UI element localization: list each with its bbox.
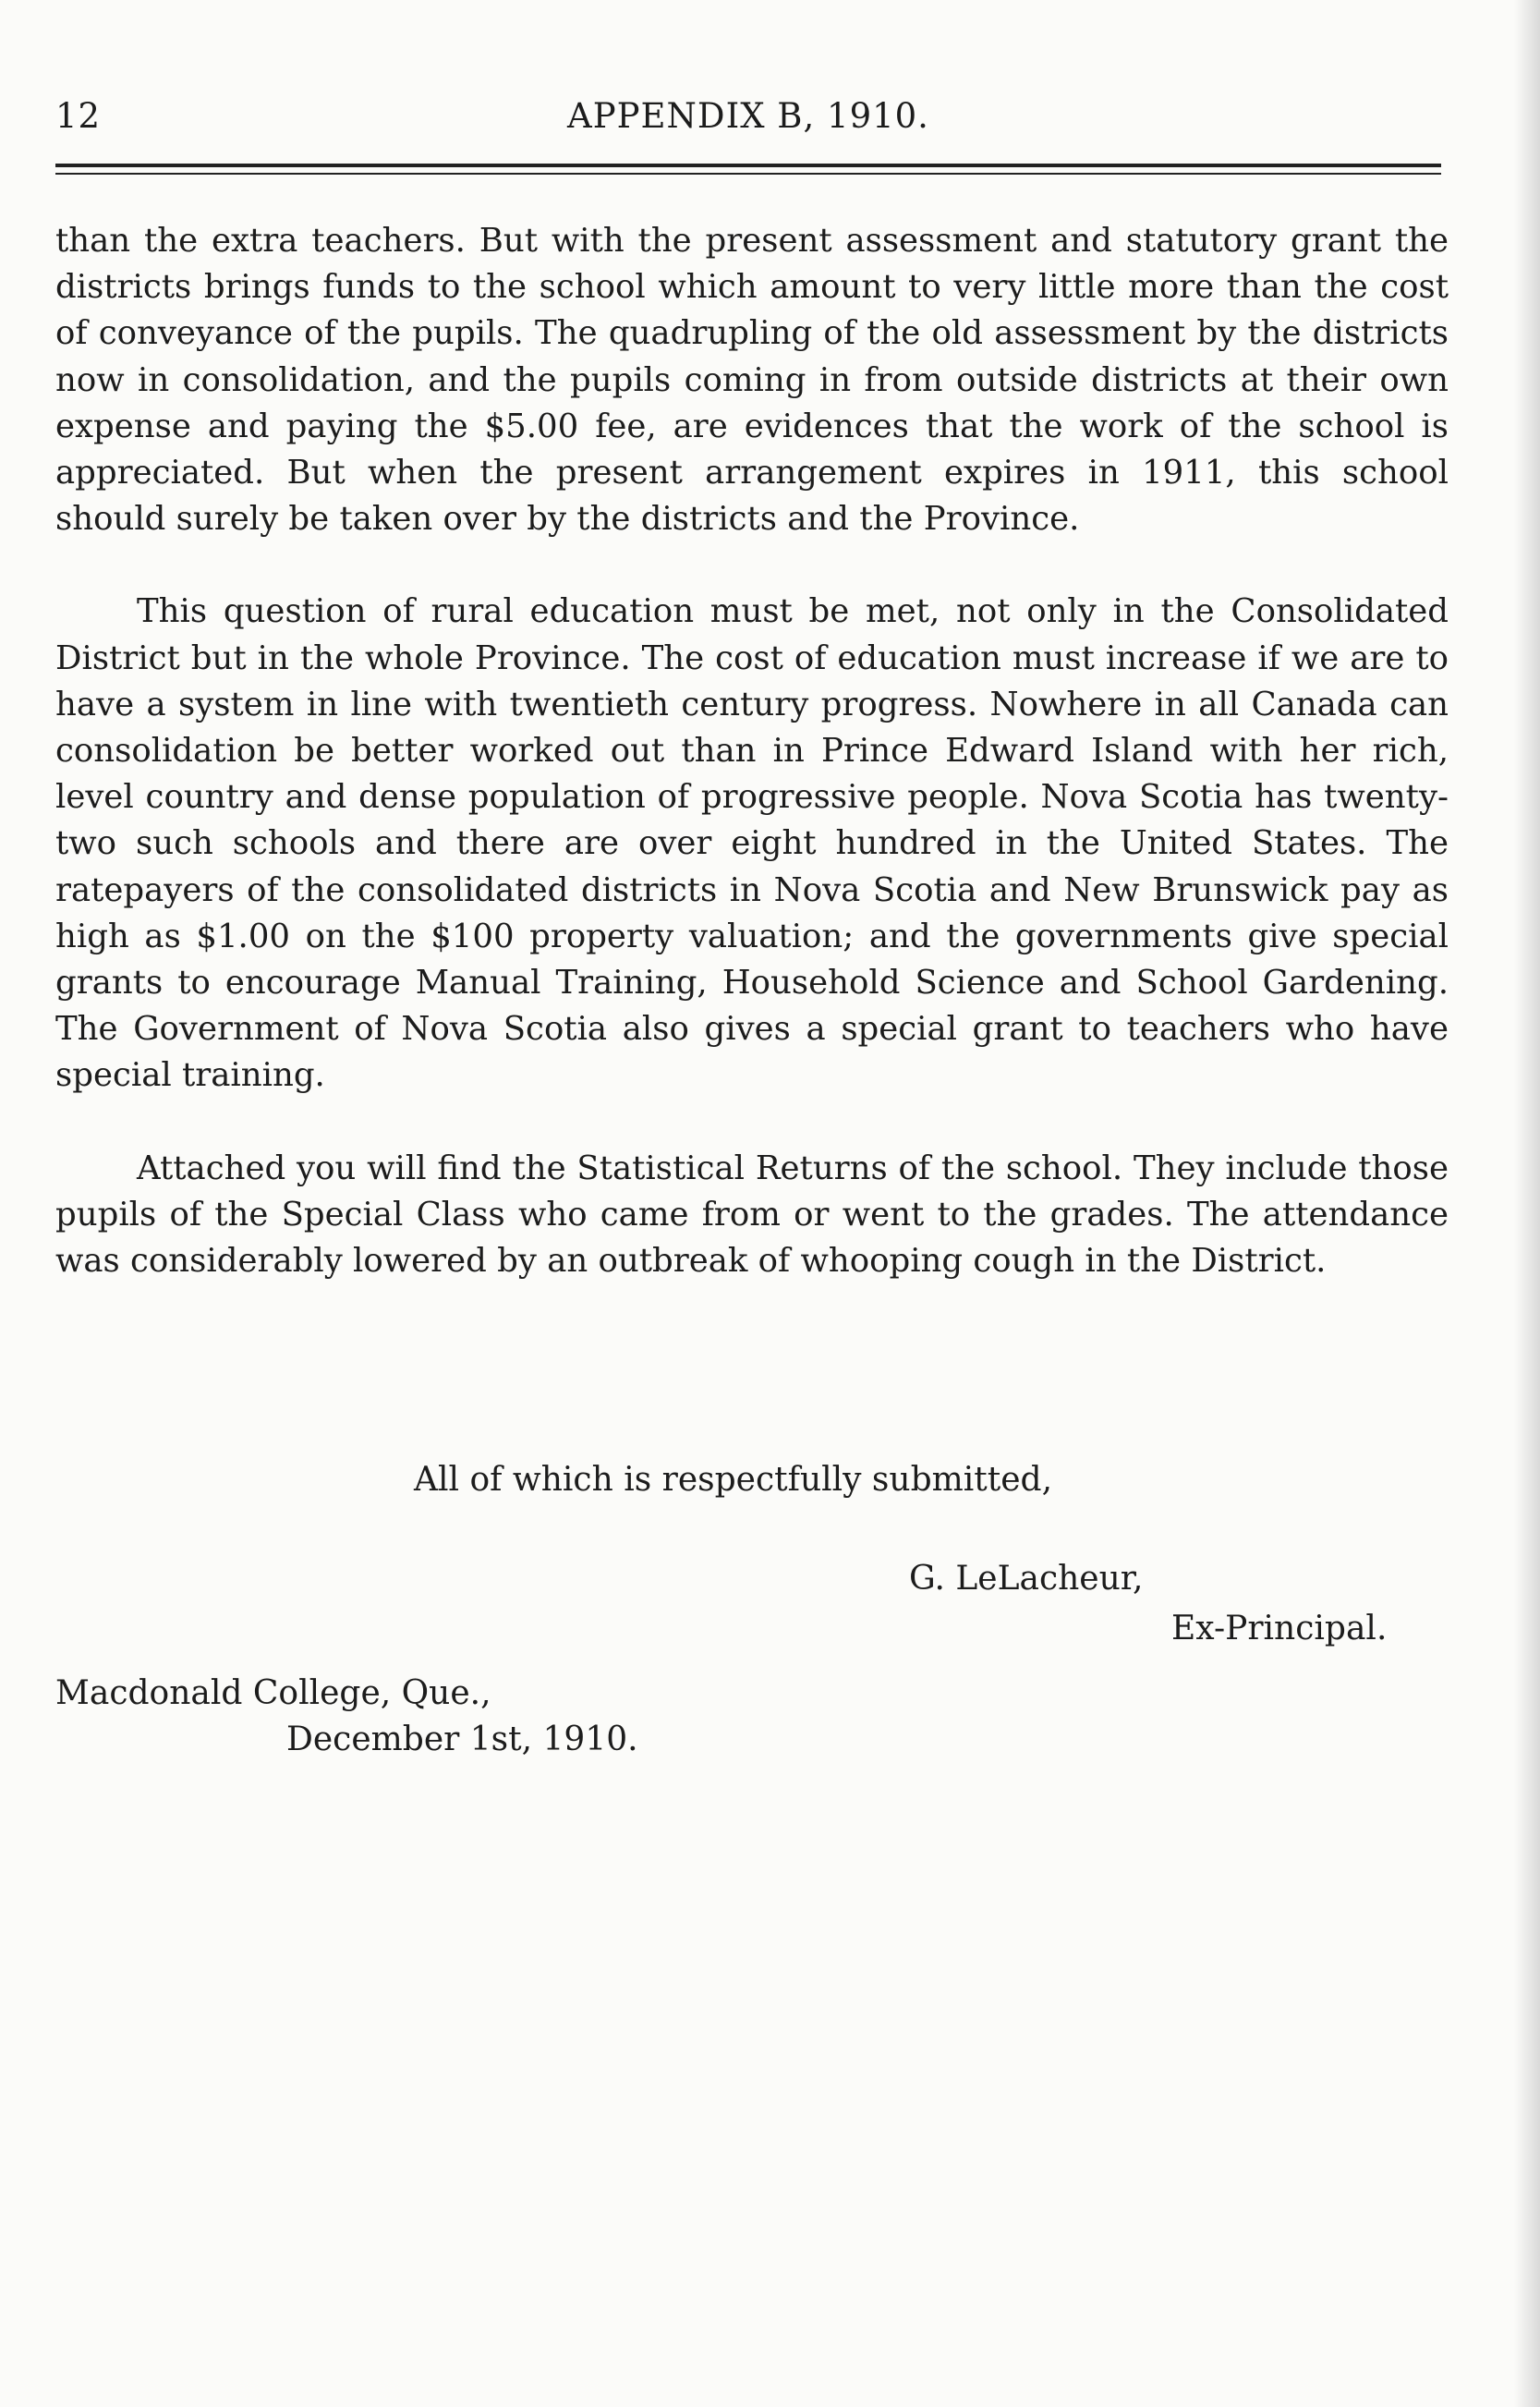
page-header xyxy=(55,92,1441,148)
header-rule-thick xyxy=(55,164,1441,167)
page-edge-shadow xyxy=(1514,0,1540,2407)
paragraph-2: This question of rural education must be met, not only in the Consolidated District but in the whole Province. The cost of education must increase if we are to have a system in line with twentieth century progress. Nowhere in all Canada can consolidation be better worked out than in Prince Edward Island with her rich, level country and dense population of progressive people. Nova Scotia has twenty-two such schools and there are over eight hundred in the United States. The ratepayers of the consolidated districts in Nova Scotia and New Brunswick pay as high as $1.00 on the $100 property valuation; and the governments give special grants to encourage Manual Training, Household Science and School Gardening. The Government of Nova Scotia also gives a special grant to teachers who have special training. xyxy=(55,592,1449,1095)
signature-name: G. LeLacheur, xyxy=(909,1560,1144,1598)
closing-line: All of which is respectfully submitted, xyxy=(414,1461,1053,1499)
date-line: December 1st, 1910. xyxy=(286,1720,638,1758)
paragraph-3: Attached you will find the Statistical Returns of the school. They include those pupils of the Special Class who came from or went to the grades. The attendance was considerably lowered by an outbreak of whooping cough in the District. xyxy=(55,1149,1449,1281)
body-text xyxy=(55,218,1449,1331)
header-rule-thin xyxy=(55,173,1441,175)
place-line: Macdonald College, Que., xyxy=(55,1674,491,1712)
page-number: 12 xyxy=(55,96,102,136)
signature-title: Ex-Principal. xyxy=(1171,1610,1388,1647)
running-head: APPENDIX B, 1910. xyxy=(567,96,929,136)
paragraph-1: than the extra teachers. But with the present assessment and statutory grant the districts brings funds to the school which amount to very little more than the cost of conveyance of the pupils. The quadrupling of the old assessment by the districts now in consolidation, and the pupils coming in from outside districts at their own expense and paying the $5.00 fee, are evidences that the work of the school is appreciated. But when the present arrangement expires in 1911, this school should surely be taken over by the districts and the Province. xyxy=(55,222,1449,539)
